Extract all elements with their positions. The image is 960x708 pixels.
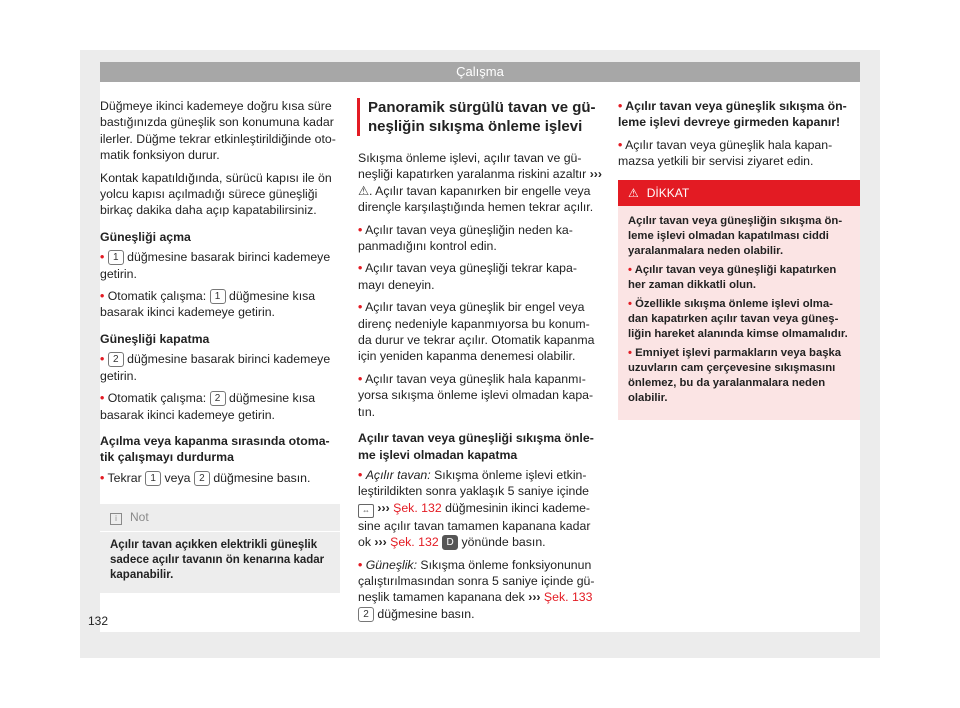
list-item-text: Açılır tavan veya güneşlik hala kapanmı-yorsa sıkışma önleme işlevi olmadan kapa-tın. — [358, 371, 594, 419]
list-item-text: Sıkışma önleme işlevi etkin-leştirildikten sonra yaklaşık 5 saniye içinde — [358, 467, 590, 499]
paragraph: Düğmeye ikinci kademeye doğru kısa süre bastığınızda güneşlik son konumuna kadar ilerler. Düğme tekrar etkinleştirildiğinde oto-matik fonksiyon durur. — [100, 99, 336, 163]
bullet-icon: • — [358, 300, 363, 315]
list-item-text: Otomatik çalışma: — [107, 391, 210, 406]
warning-item-text: Özellikle sıkışma önleme işlevi olma-dan kapatırken açılır tavan veya güneş-liğin hareket alanında kimse olmamalıdır. — [628, 298, 848, 341]
section-heading-stop: Açılma veya kapanma sırasında otoma-tik çalışmayı durdurma — [100, 433, 330, 465]
section-heading: Açılır tavan veya güneşliği sıkışma önle-me işlevi olmadan kapatma — [358, 431, 594, 462]
note-text: Açılır tavan açıkken elektrikli güneşlik sadece açılır tavanın ön kenarına kadar kapanabilir. — [110, 538, 325, 581]
warning-item-text: Emniyet işlevi parmakların veya başka uzuvların cam çerçevesine sıkışmasını önlemez, bu da yaralanmalara neden olabilir. — [628, 347, 842, 405]
list-item — [100, 351, 340, 384]
note-box — [100, 504, 340, 592]
info-icon: i — [110, 513, 122, 525]
warning-item — [628, 346, 850, 406]
list-item-label: Güneşlik: — [365, 557, 417, 572]
list-item — [358, 371, 602, 420]
list-item — [100, 390, 340, 423]
warning-item-text: Açılır tavan veya güneşliği kapatırken her zaman dikkatli olun. — [628, 264, 837, 292]
list-item — [358, 557, 602, 623]
button-number-badge: 2 — [358, 607, 374, 622]
list-item — [358, 222, 602, 255]
list-item-text: Açılır tavan veya güneşlik sıkışma ön-leme işlevi devreye girmeden kapanır! — [618, 99, 847, 130]
figure-reference-link[interactable]: Şek. 132 — [386, 535, 443, 550]
list-item — [618, 98, 860, 131]
warning-item — [628, 297, 850, 342]
bullet-icon: • — [358, 557, 363, 572]
direction-label-badge: D — [442, 535, 458, 550]
bullet-icon: • — [100, 391, 105, 406]
list-item-text: düğmesine kısa basarak ikinci kademeye getirin. — [100, 391, 316, 422]
list-item — [100, 470, 340, 486]
list-item — [618, 137, 860, 170]
button-number-badge: 2 — [194, 471, 210, 486]
button-number-badge: 2 — [210, 391, 226, 406]
bullet-icon: • — [618, 137, 623, 152]
bullet-icon: • — [628, 347, 632, 360]
note-label: Not — [130, 510, 149, 525]
column-left — [100, 98, 340, 593]
list-item — [100, 249, 340, 282]
figure-reference-link[interactable]: Şek. 132 — [389, 500, 442, 515]
paragraph-text: Sıkışma önleme işlevi, açılır tavan ve gü-neşliği kapatırken yaralanma riskini azaltır — [358, 151, 590, 182]
list-item-text: Otomatik çalışma: — [107, 289, 210, 304]
page-header: Çalışma — [100, 62, 860, 82]
paragraph-text: . Açılır tavan kapanırken bir engelle veya dirençle karşılaştığında hemen tekrar açılır. — [358, 183, 594, 215]
reference-arrows[interactable]: ››› — [377, 500, 390, 515]
list-item-text: Sıkışma önleme fonksiyonunun çalıştırılmasından sonra 5 saniye içinde gü-neşlik tamamen kapanana dek — [358, 557, 595, 605]
list-item-text: düğmesine basın. — [209, 470, 311, 485]
bullet-icon: • — [358, 371, 363, 386]
paragraph: Kontak kapatıldığında, sürücü kapısı ile ön yolcu kapısı açılmadığı sürece güneşliği birkaç dakika daha açıp kapatabilirsiniz. — [100, 170, 332, 218]
list-item-text: düğmesine basın. — [374, 606, 475, 621]
manual-page — [100, 62, 860, 632]
section-title: Panoramik sürgülü tavan ve gü-neşliğin sıkışma önleme işlevi — [357, 98, 602, 136]
column-right — [618, 98, 860, 420]
button-number-badge: 1 — [210, 289, 226, 304]
list-item — [358, 299, 602, 365]
warning-item — [628, 263, 850, 293]
reference-arrows[interactable]: ››› — [589, 167, 602, 182]
section-heading-close: Güneşliği kapatma — [100, 331, 210, 346]
bullet-icon: • — [100, 470, 105, 485]
list-item-text: düğmesine basarak birinci kademeye getirin. — [100, 352, 331, 383]
button-number-badge: 2 — [108, 352, 124, 367]
warning-triangle-icon: ⚠ — [358, 183, 370, 198]
page-number: 132 — [88, 614, 109, 628]
list-item-text: Açılır tavan veya güneşliği tekrar kapa-mayı deneyin. — [358, 261, 577, 292]
list-item-text: Açılır tavan veya güneşlik hala kapan-mazsa yetkili bir servisi ziyaret edin. — [618, 137, 833, 169]
list-item-text: Açılır tavan veya güneşlik bir engel veya direnç nedeniyle kapanmıyorsa bu konum-da durur ve tekrar açılır. Otomatik kapanma için yeniden kapanma denemesi olabilir. — [358, 300, 595, 364]
button-number-badge: 1 — [145, 471, 161, 486]
list-item-label: Açılır tavan: — [365, 467, 431, 482]
list-item — [358, 260, 602, 293]
list-item — [100, 288, 340, 321]
list-item-text: yönünde basın. — [458, 535, 546, 550]
warning-box — [618, 180, 860, 420]
bullet-icon: • — [358, 222, 363, 237]
list-item-text: düğmesinin ikinci kademe-sine açılır tavan tamamen kapanana kadar ok — [358, 500, 591, 550]
warning-header — [618, 180, 860, 206]
button-number-badge: 1 — [108, 250, 124, 265]
warning-label: DİKKAT — [646, 185, 690, 200]
bullet-icon: • — [100, 289, 105, 304]
list-item-text: veya — [161, 470, 194, 485]
bullet-icon: • — [618, 99, 623, 113]
figure-reference-link[interactable]: Şek. 133 — [540, 590, 593, 605]
note-header — [100, 504, 340, 531]
column-middle — [358, 98, 602, 628]
list-item-text: Tekrar — [107, 470, 146, 485]
slide-button-icon: ⇔ — [358, 504, 374, 518]
list-item-text: Açılır tavan veya güneşliğin neden ka-panmadığını kontrol edin. — [358, 222, 573, 254]
bullet-icon: • — [628, 264, 632, 277]
section-heading-open: Güneşliği açma — [100, 229, 191, 244]
paragraph — [358, 150, 602, 216]
list-item-text: düğmesine kısa basarak ikinci kademeye getirin. — [100, 289, 316, 320]
warning-body — [618, 206, 860, 420]
bullet-icon: • — [100, 352, 105, 367]
bullet-icon: • — [100, 250, 105, 265]
warning-triangle-icon: ⚠ — [628, 185, 639, 200]
warning-text: Açılır tavan veya güneşliğin sıkışma ön-leme işlevi olmadan kapatılması ciddi yaralanmalara neden olabilir. — [628, 215, 843, 258]
bullet-icon: • — [358, 467, 363, 482]
list-item — [358, 467, 602, 551]
reference-arrows[interactable]: ››› — [528, 590, 541, 605]
bullet-icon: • — [358, 261, 363, 276]
bullet-icon: • — [628, 298, 632, 311]
reference-arrows[interactable]: ››› — [374, 535, 387, 550]
list-item-text: düğmesine basarak birinci kademeye getirin. — [100, 250, 331, 281]
